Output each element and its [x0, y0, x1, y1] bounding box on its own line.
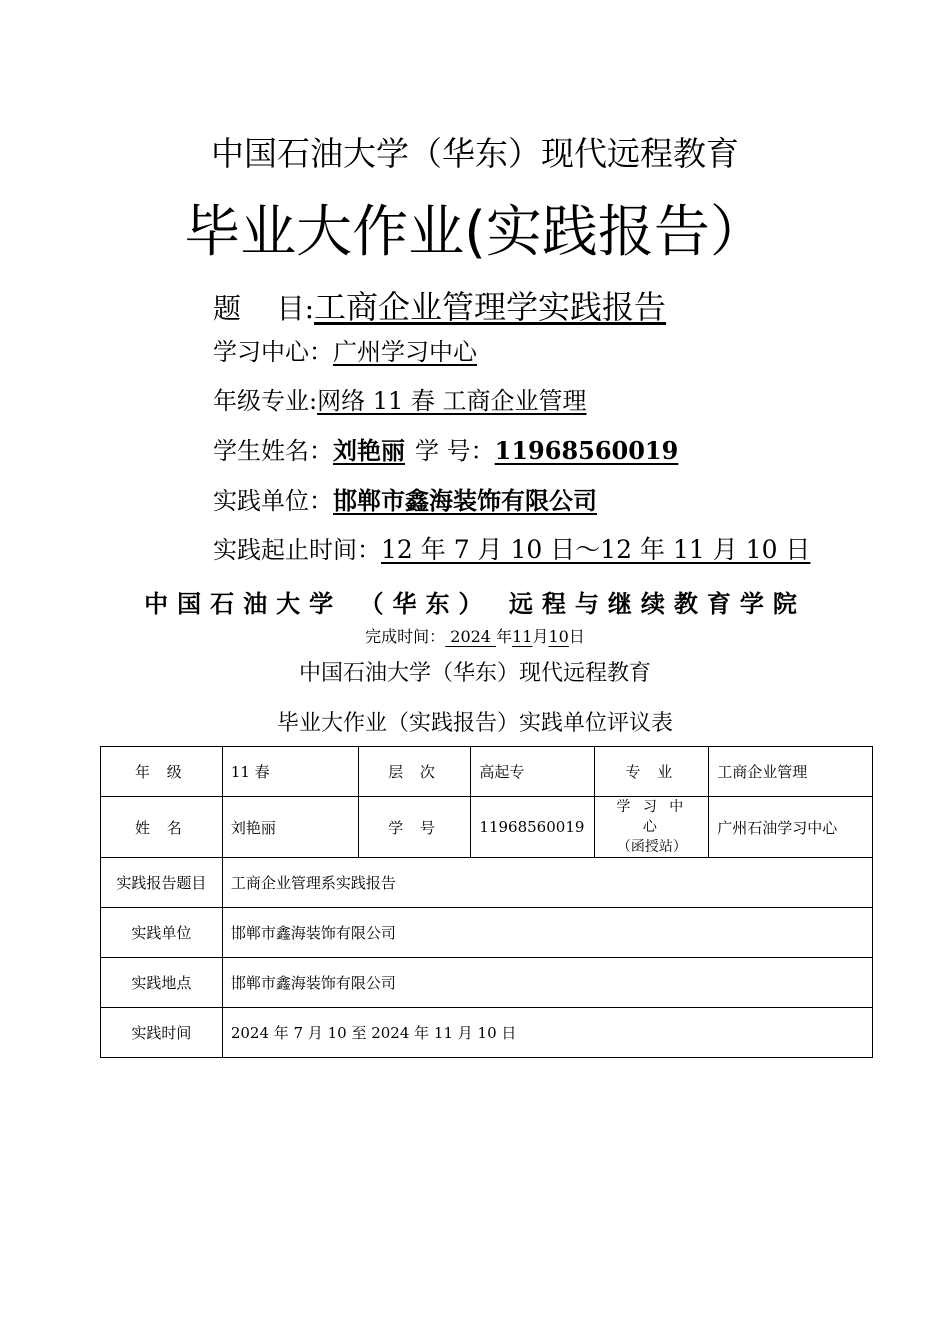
practice-time-label: 实践时间	[101, 1008, 223, 1058]
table-row	[101, 858, 873, 908]
completion-year-unit: 年	[496, 627, 513, 646]
completion-month-unit: 月	[532, 627, 549, 646]
topic-row	[213, 282, 666, 328]
level-value: 高起专	[471, 747, 595, 797]
institution-heading: 中国石油大学（华东）现代远程教育	[211, 134, 739, 173]
learning-center-label-line1: 学 习 中 心	[616, 799, 688, 835]
student-id-value: 11968560019	[471, 797, 595, 858]
evaluation-table	[100, 746, 873, 1058]
unit-row	[213, 481, 597, 516]
center-row	[213, 332, 477, 367]
grade-value: 11 春	[222, 747, 358, 797]
student-row	[213, 431, 678, 466]
period-value: 12 年 7 月 10 日～12 年 11 月 10 日	[381, 535, 811, 564]
grade-label: 年 级	[101, 747, 223, 797]
id-label: 学 号：	[415, 437, 495, 465]
center-label: 学习中心：	[213, 338, 333, 366]
period-row	[213, 530, 810, 566]
table-row	[101, 747, 873, 797]
name-value: 刘艳丽	[333, 436, 405, 465]
period-label: 实践起止时间：	[213, 536, 381, 564]
name-label: 学生姓名：	[213, 437, 333, 465]
practice-time-value: 2024 年 7 月 10 至 2024 年 11 月 10 日	[222, 1008, 872, 1058]
table-row	[101, 908, 873, 958]
practice-unit-label: 实践单位	[101, 908, 223, 958]
student-name-value: 刘艳丽	[222, 797, 358, 858]
completion-day-unit: 日	[568, 627, 585, 646]
level-label: 层 次	[358, 747, 471, 797]
major-label-cell: 专 业	[595, 747, 709, 797]
major-label: 年级专业:	[213, 387, 318, 415]
center-value: 广州学习中心	[333, 338, 477, 366]
eval-institution-heading: 中国石油大学（华东）现代远程教育	[298, 661, 651, 686]
learning-center-label	[595, 797, 709, 858]
learning-center-label-line2: （函授站）	[616, 839, 687, 855]
major-value: 网络 11 春 工商企业管理	[317, 387, 587, 415]
practice-place-label: 实践地点	[101, 958, 223, 1008]
id-value: 11968560019	[494, 436, 679, 465]
learning-center-value: 广州石油学习中心	[709, 797, 873, 858]
report-topic-label: 实践报告题目	[101, 858, 223, 908]
practice-unit-value: 邯郸市鑫海装饰有限公司	[222, 908, 872, 958]
report-topic-value: 工商企业管理系实践报告	[222, 858, 872, 908]
student-name-label: 姓 名	[101, 797, 223, 858]
table-row	[101, 797, 873, 858]
unit-label: 实践单位：	[213, 487, 333, 515]
report-title: 毕业大作业(实践报告）	[184, 200, 766, 265]
completion-label: 完成时间：	[365, 627, 446, 646]
table-row	[101, 1008, 873, 1058]
college-name: 中国石油大学 （华东） 远程与继续教育学院	[144, 589, 806, 618]
completion-day: 10	[548, 627, 569, 646]
unit-value: 邯郸市鑫海装饰有限公司	[333, 486, 597, 515]
major-value-cell: 工商企业管理	[709, 747, 873, 797]
practice-place-value: 邯郸市鑫海装饰有限公司	[222, 958, 872, 1008]
topic-label: 题 目:	[213, 292, 315, 325]
student-id-label: 学 号	[358, 797, 471, 858]
table-row	[101, 958, 873, 1008]
completion-date	[0, 624, 950, 647]
completion-month: 11	[512, 627, 533, 646]
eval-form-title: 毕业大作业（实践报告）实践单位评议表	[276, 711, 673, 736]
topic-value: 工商企业管理学实践报告	[314, 288, 667, 326]
completion-year: 2024	[445, 627, 497, 646]
major-row	[213, 381, 587, 416]
